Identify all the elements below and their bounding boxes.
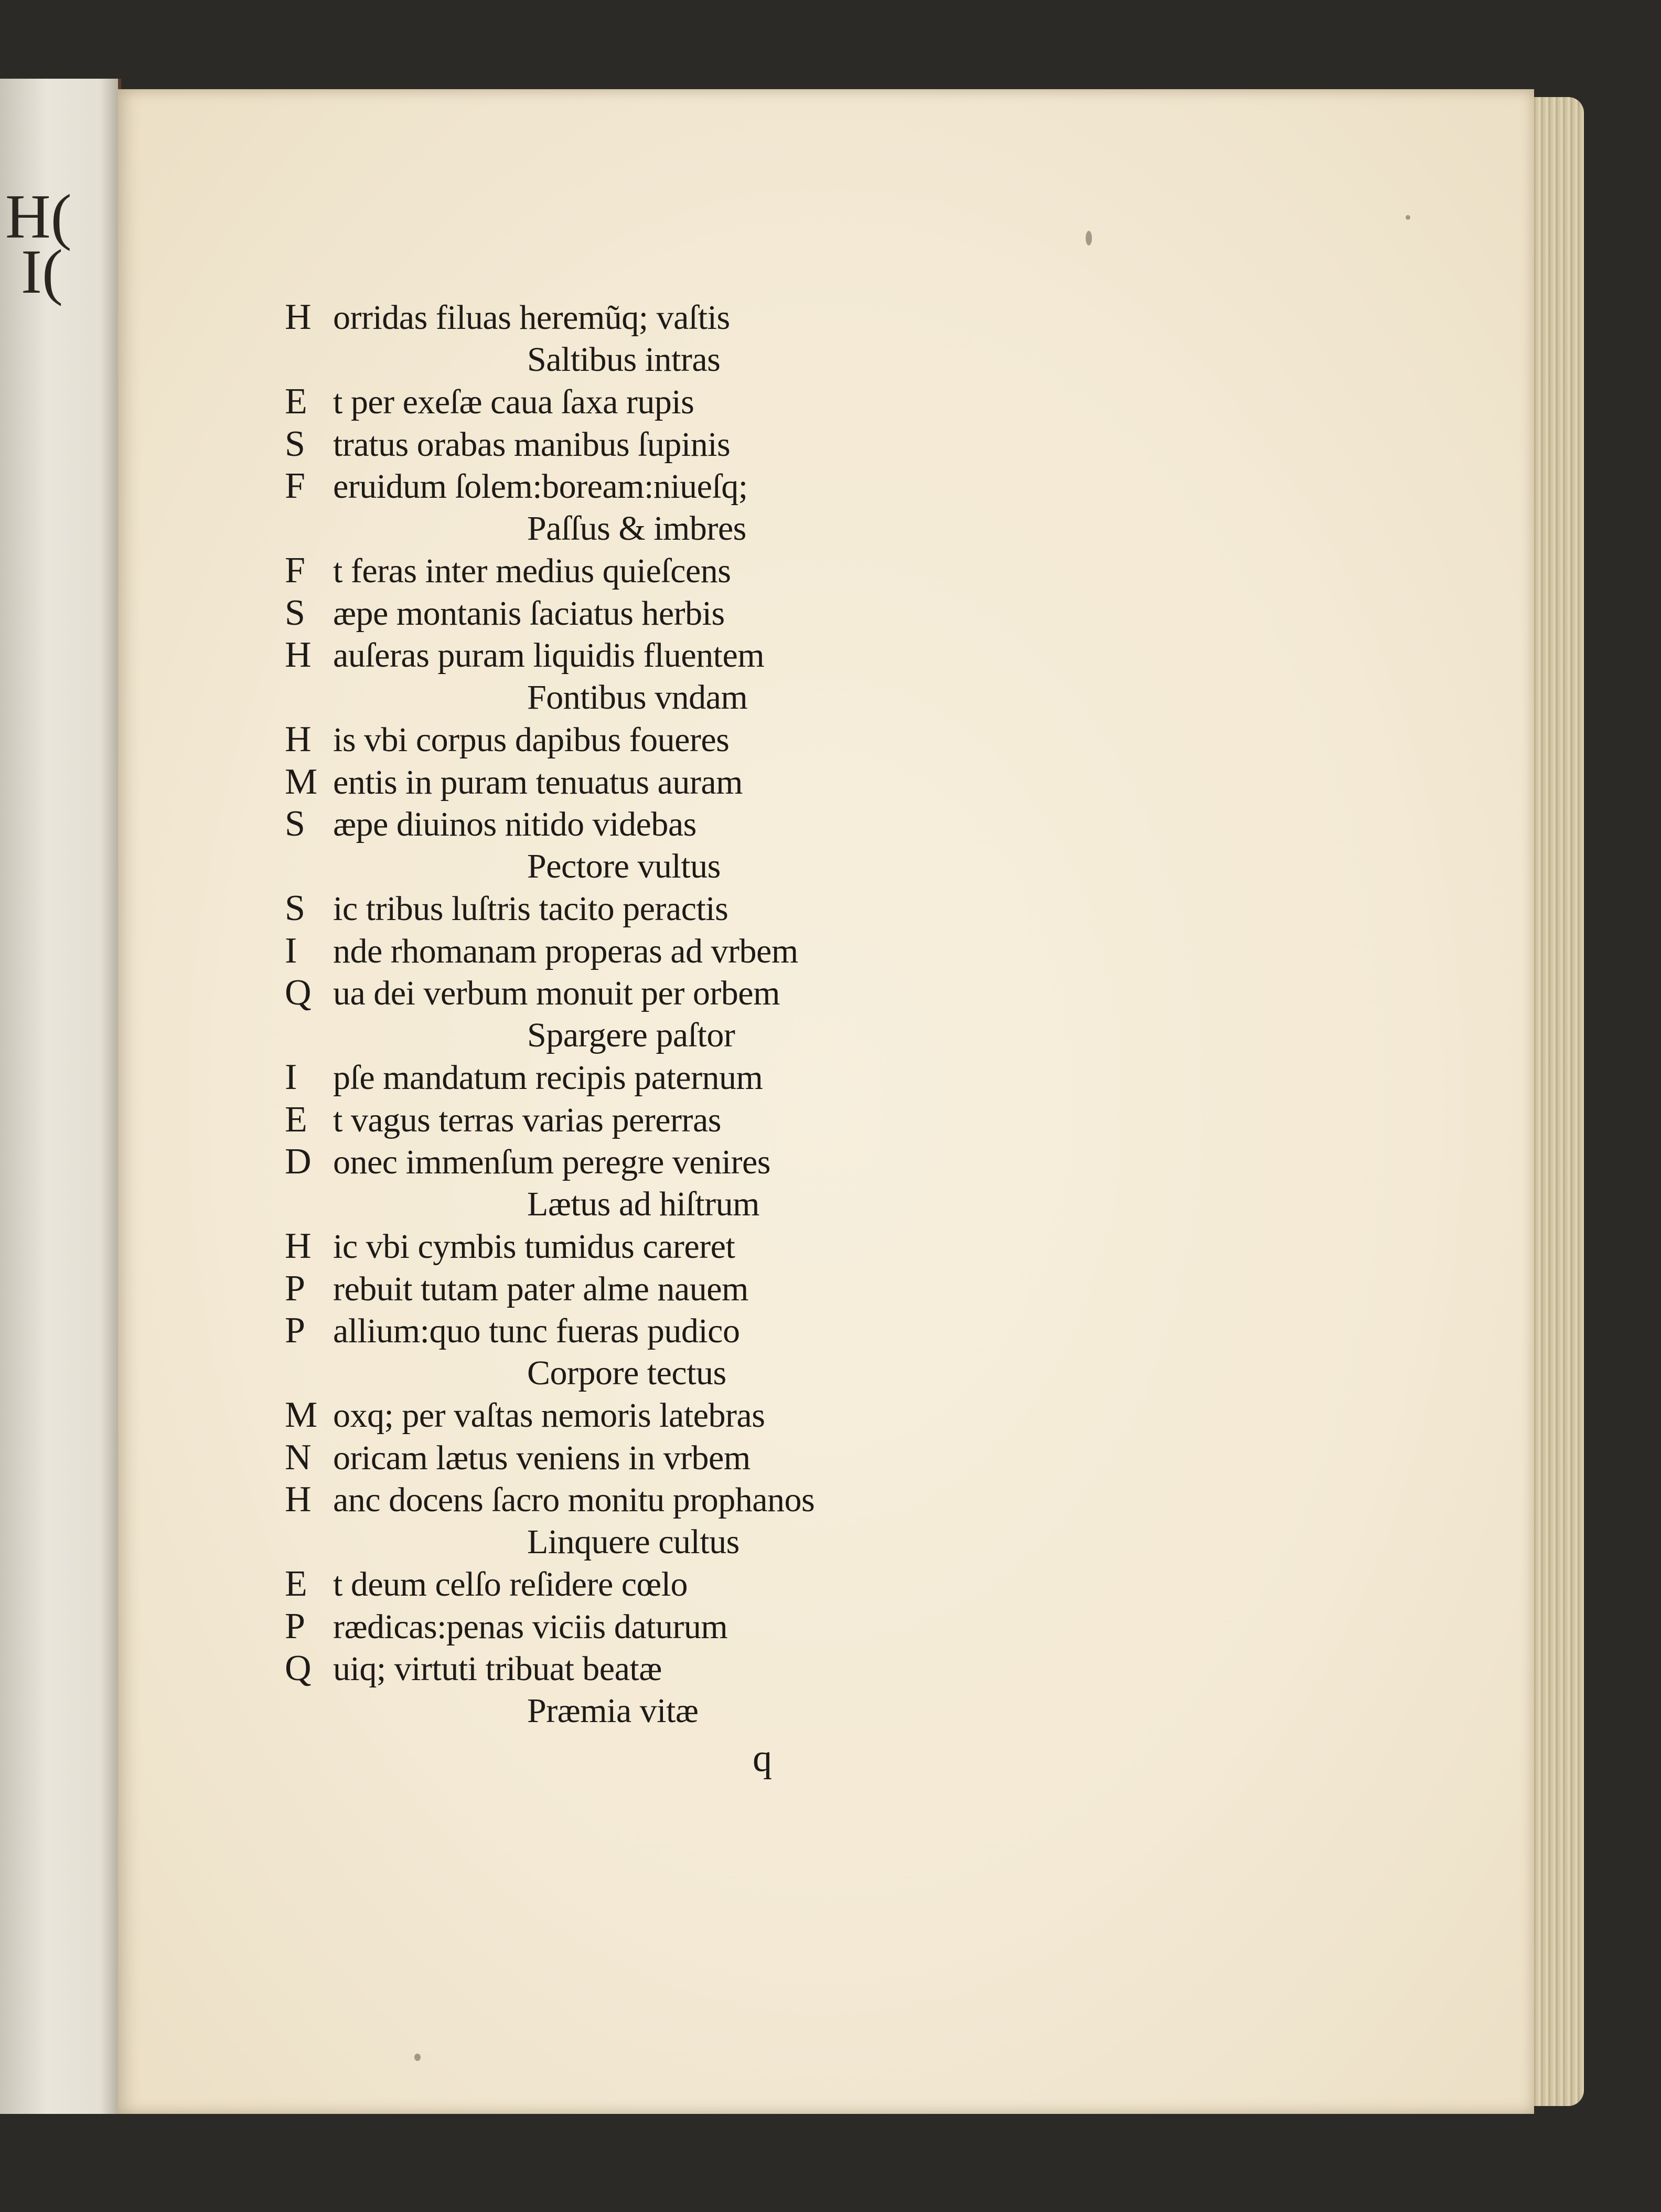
verse-initial: E xyxy=(285,1564,307,1604)
verse-line xyxy=(285,634,1229,677)
verse-text: Corpore tectus xyxy=(527,1353,726,1392)
verse-initial: H xyxy=(285,719,312,760)
verse-text: Paſſus & imbres xyxy=(527,509,746,548)
previous-page-glyphs: H( I( xyxy=(5,181,72,306)
verse-text: t feras inter medius quieſcens xyxy=(333,552,731,590)
verse-line xyxy=(285,803,1229,846)
verse-text: Spargere paſtor xyxy=(527,1016,735,1054)
paper-speck xyxy=(414,2054,421,2061)
verse-initial: S xyxy=(285,888,305,928)
verse-line xyxy=(285,381,1229,423)
verse-text: nde rhomanam properas ad vrbem xyxy=(333,932,798,970)
verse-text: t deum celſo reſidere cœlo xyxy=(333,1565,688,1604)
verse-line xyxy=(285,592,1229,635)
verse-initial: P xyxy=(285,1268,305,1309)
verse-line xyxy=(285,508,1229,550)
verse-line xyxy=(285,761,1229,804)
verse-initial: Q xyxy=(285,973,312,1013)
verse-line xyxy=(285,1437,1229,1479)
verse-text: pſe mandatum recipis paternum xyxy=(333,1059,763,1097)
verse-text: Pectore vultus xyxy=(527,847,721,885)
verse-text: orridas filuas heremũq; vaſtis xyxy=(333,298,730,337)
verse-text: entis in puram tenuatus auram xyxy=(333,763,743,802)
verse-line xyxy=(285,846,1229,888)
verse-line xyxy=(285,339,1229,381)
verse-text: t per exeſæ caua ſaxa rupis xyxy=(333,383,694,421)
verse-text: Fontibus vndam xyxy=(527,678,748,717)
verse-initial: S xyxy=(285,423,305,464)
verse-text: Præmia vitæ xyxy=(527,1691,699,1730)
verse-line xyxy=(285,1310,1229,1352)
verse-line xyxy=(285,1141,1229,1183)
verse-initial: D xyxy=(285,1141,312,1182)
verse-text: uiq; virtuti tribuat beatæ xyxy=(333,1650,662,1688)
verse-text: æpe montanis ſaciatus herbis xyxy=(333,594,725,633)
verse-text: anc docens ſacro monitu prophanos xyxy=(333,1481,815,1519)
verse-text: ic vbi cymbis tumidus careret xyxy=(333,1227,735,1266)
verse-initial: M xyxy=(285,1395,317,1435)
verse-initial: P xyxy=(285,1606,305,1647)
verse-text: Saltibus intras xyxy=(527,340,721,379)
verse-line xyxy=(285,1056,1229,1099)
verse-text: Lætus ad hiſtrum xyxy=(527,1184,759,1223)
verse-initial: E xyxy=(285,381,307,422)
verse-initial: H xyxy=(285,1479,312,1520)
verse-line xyxy=(285,677,1229,719)
verse-text: eruidum ſolem:boream:niueſq; xyxy=(333,467,748,506)
verse-text: æpe diuinos nitido videbas xyxy=(333,805,696,843)
verse-text: tratus orabas manibus ſupinis xyxy=(333,425,731,464)
verse-text: oxq; per vaſtas nemoris latebras xyxy=(333,1396,765,1435)
verse-line xyxy=(285,296,1229,339)
verse-line xyxy=(285,1606,1229,1648)
verse-initial: E xyxy=(285,1099,307,1140)
verse-initial: S xyxy=(285,804,305,844)
verse-initial: N xyxy=(285,1437,312,1478)
verse-line xyxy=(285,1268,1229,1310)
verse-text: is vbi corpus dapibus foueres xyxy=(333,721,730,759)
verse-line xyxy=(285,1014,1229,1057)
verse-text: Linquere cultus xyxy=(527,1522,740,1561)
catchword: q xyxy=(753,1737,772,1780)
verse-line xyxy=(285,1563,1229,1606)
verse-initial: I xyxy=(285,1057,297,1097)
verse-initial: M xyxy=(285,761,317,802)
verse-text: ua dei verbum monuit per orbem xyxy=(333,974,780,1012)
hymn-verse xyxy=(285,296,1229,1732)
verse-line xyxy=(285,550,1229,592)
verse-line xyxy=(285,1521,1229,1564)
previous-page-edge xyxy=(0,79,121,2114)
paper-speck xyxy=(1086,231,1092,245)
verse-initial: H xyxy=(285,297,312,337)
verse-line xyxy=(285,888,1229,930)
verse-initial: F xyxy=(285,550,305,591)
verse-initial: I xyxy=(285,930,297,971)
verse-line xyxy=(285,1394,1229,1437)
verse-line xyxy=(285,1225,1229,1268)
verse-initial: P xyxy=(285,1310,305,1351)
verse-line xyxy=(285,1479,1229,1521)
verse-line xyxy=(285,1099,1229,1141)
verse-text: rebuit tutam pater alme nauem xyxy=(333,1269,748,1308)
verse-initial: H xyxy=(285,635,312,675)
verse-line xyxy=(285,1183,1229,1226)
verse-line xyxy=(285,423,1229,466)
verse-text: ic tribus luſtris tacito peractis xyxy=(333,890,728,928)
verse-text: oricam lætus veniens in vrbem xyxy=(333,1438,751,1477)
verse-line xyxy=(285,719,1229,761)
verse-text: auſeras puram liquidis fluentem xyxy=(333,636,765,675)
verse-initial: H xyxy=(285,1226,312,1266)
paper-speck xyxy=(1406,215,1410,220)
verse-line xyxy=(285,465,1229,508)
verse-initial: Q xyxy=(285,1648,312,1689)
verse-line xyxy=(285,930,1229,973)
verse-line xyxy=(285,1352,1229,1395)
verse-text: rædicas:penas viciis daturum xyxy=(333,1607,728,1646)
verse-initial: F xyxy=(285,466,305,506)
verse-line xyxy=(285,972,1229,1014)
verse-line xyxy=(285,1690,1229,1733)
verse-text: onec immenſum peregre venires xyxy=(333,1143,770,1181)
book-page xyxy=(118,89,1534,2114)
verse-initial: S xyxy=(285,592,305,633)
verse-line xyxy=(285,1648,1229,1690)
verse-text: allium:quo tunc fueras pudico xyxy=(333,1312,740,1350)
verse-text: t vagus terras varias pererras xyxy=(333,1100,721,1139)
